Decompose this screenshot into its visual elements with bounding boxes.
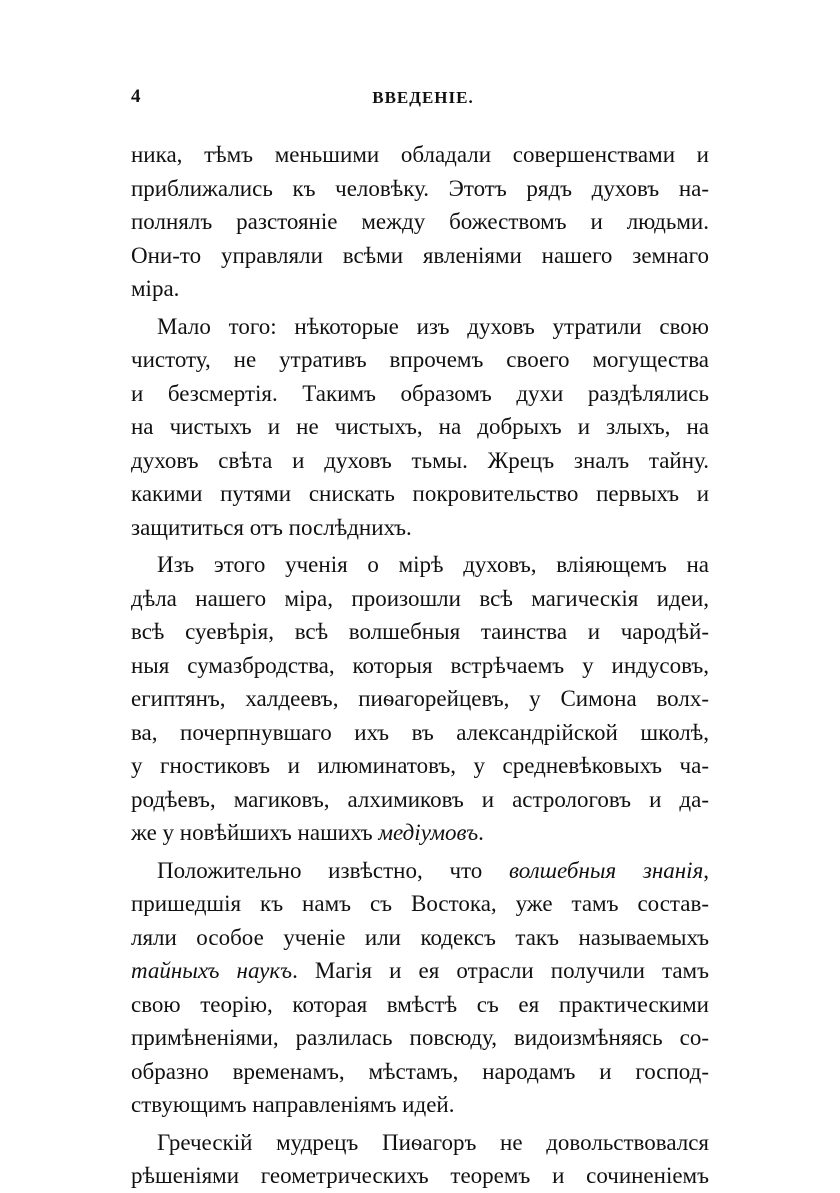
text-line (131, 854, 709, 888)
text-line: ва, почерпнувшаго ихъ въ александрійской школѣ, (131, 719, 709, 745)
text-line: родѣевъ, магиковъ, алхимиковъ и астрологовъ и да- (131, 786, 709, 812)
text-line: ляли особое ученіе или кодексъ такъ называемыхъ (131, 924, 709, 950)
text-line: міра. (131, 276, 180, 301)
italic-term: волшебныя знанія (509, 857, 704, 883)
paragraph-2 (131, 310, 709, 545)
text-line: Мало того: нѣкоторые изъ духовъ утратили свою (157, 313, 709, 339)
text-line: всѣ суевѣрія, всѣ волшебныя таинства и чародѣй- (131, 619, 709, 644)
body-text (131, 138, 709, 1193)
text-line: защититься отъ послѣднихъ. (131, 514, 412, 540)
paragraph-5 (131, 1126, 709, 1193)
paragraph-1 (131, 138, 709, 306)
text-line: ника, тѣмъ меньшими обладали совершенствами и (131, 142, 709, 167)
running-title: ВВЕДЕНІЕ. (372, 88, 474, 107)
paragraph-4 (131, 854, 709, 1122)
page-number: 4 (131, 86, 141, 107)
paragraph-3 (131, 548, 709, 850)
text-line: какими путями снискать покровительство первыхъ и (131, 481, 709, 506)
text-line: ныя сумазбродства, которыя встрѣчаемъ у индусовъ, (131, 652, 709, 678)
text-line: свою теорію, которая вмѣстѣ съ ея практическими (131, 991, 709, 1017)
text-line: на чистыхъ и не чистыхъ, на добрыхъ и злыхъ, на (131, 414, 709, 439)
text-line: пришедшія къ намъ съ Востока, уже тамъ состав- (131, 891, 709, 916)
text-line: приближались къ человѣку. Этотъ рядъ духовъ на- (131, 175, 709, 201)
punctuation: , (703, 857, 710, 883)
text-line: чистоту, не утративъ впрочемъ своего могущества (131, 347, 709, 372)
text-line: полнялъ разстояніе между божествомъ и людьми. (131, 209, 709, 234)
text-line: Греческій мудрецъ Пиѳагоръ не довольствовался (157, 1129, 709, 1155)
text-line (131, 816, 709, 850)
text-line: духовъ свѣта и духовъ тьмы. Жрецъ зналъ тайну. (131, 447, 709, 473)
text-line: образно временамъ, мѣстамъ, народамъ и господ- (131, 1058, 709, 1084)
italic-term: медіумовъ (378, 820, 479, 845)
text-line: Изъ этого ученія о мірѣ духовъ, вліяющемъ на (157, 552, 709, 577)
text-line: Они-то управляли всѣми явленіями нашего земнаго (131, 242, 709, 268)
text-line: у гностиковъ и илюминатовъ, у средневѣковыхъ ча- (131, 753, 709, 778)
text-line: дѣла нашего міра, произошли всѣ магическія идеи, (131, 585, 709, 611)
text-segment: же у новѣйшихъ нашихъ (131, 820, 373, 845)
text-line: и безсмертія. Такимъ образомъ духи раздѣлялись (131, 380, 709, 406)
text-line: рѣшеніями геометрическихъ теоремъ и сочиненіемъ (131, 1163, 709, 1188)
text-line: примѣненіями, разлилась повсюду, видоизмѣняясь со- (131, 1025, 709, 1050)
italic-term: тайныхъ наукъ (131, 958, 293, 983)
text-line (131, 954, 709, 988)
text-line: египтянъ, халдеевъ, пиѳагорейцевъ, у Симона волх- (131, 686, 709, 711)
text-segment: . Магія и ея отрасли получили тамъ (292, 958, 709, 983)
punctuation: . (478, 820, 484, 845)
text-line: ствующимъ направленіямъ идей. (131, 1092, 455, 1117)
text-segment: Положительно извѣстно, что (157, 857, 483, 883)
